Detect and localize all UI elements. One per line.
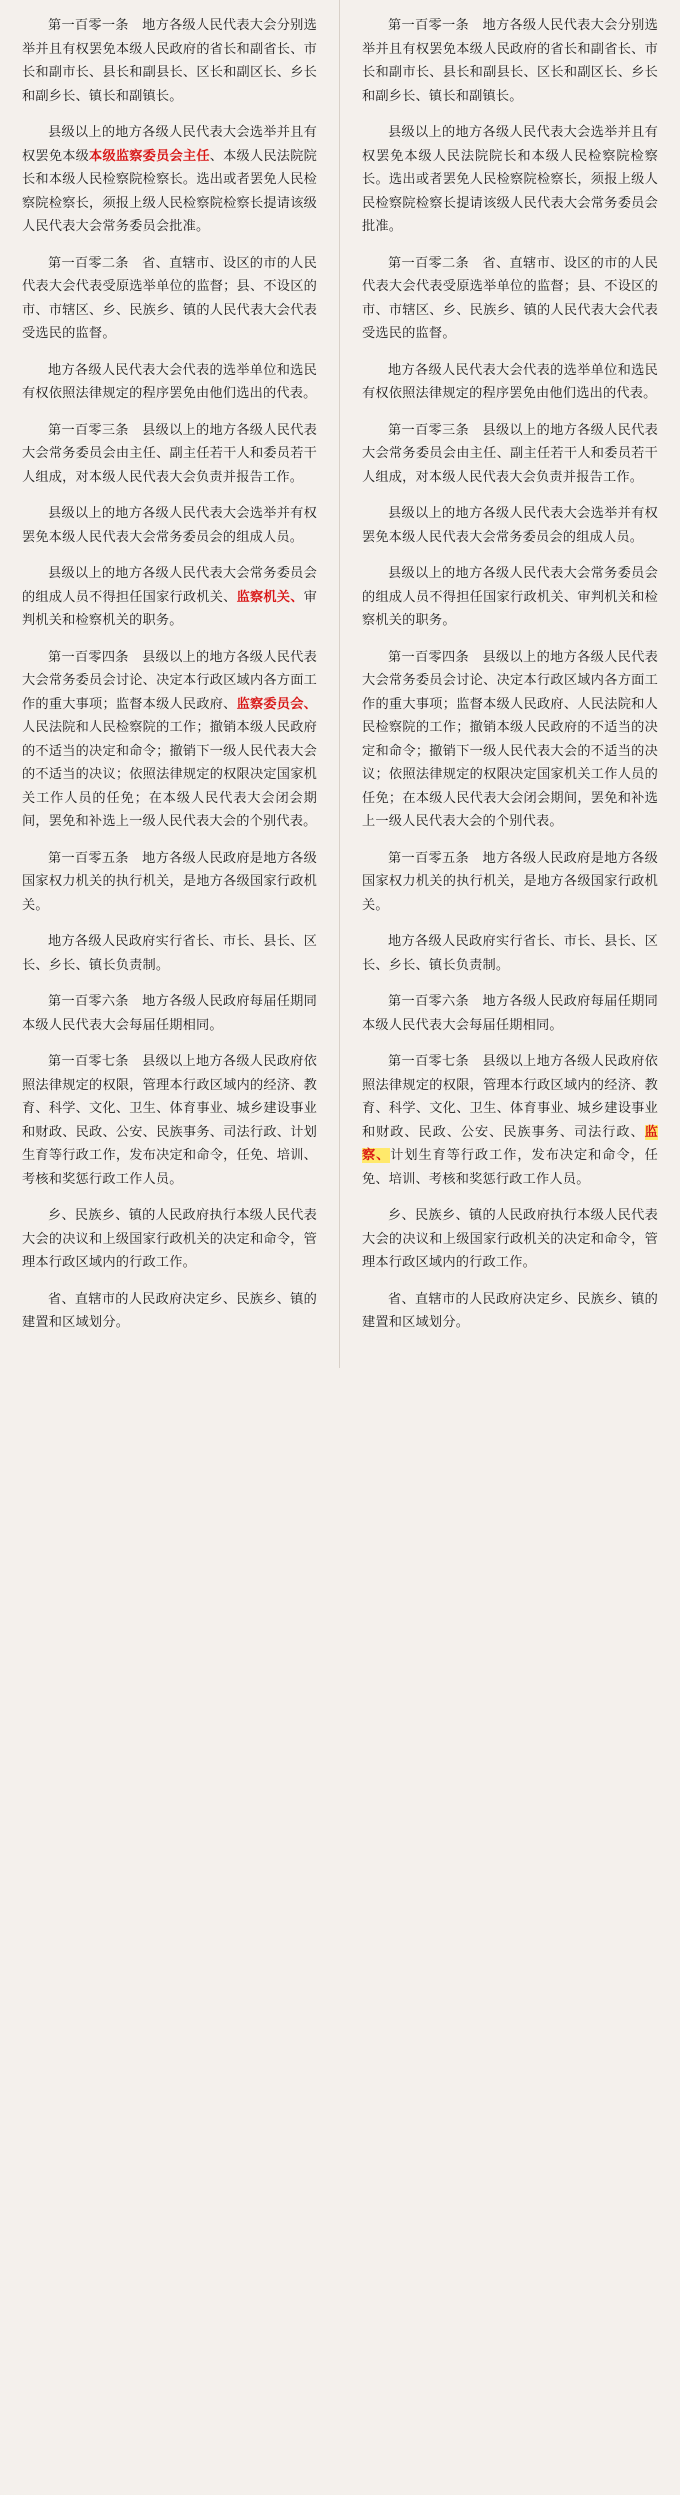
body-text: 第一百零七条 县级以上地方各级人民政府依照法律规定的权限，管理本行政区域内的经济、教育、科学、文化、卫生、体育事业、城乡建设事业和财政、民政、公安、民族事务、司法行政、计划生育等行政工作，发布决定和命令，任免、培训、考核和奖惩行政工作人员。	[22, 1054, 317, 1187]
paragraph	[362, 252, 658, 346]
body-text: 县级以上的地方各级人民代表大会选举并有权罢免本级人民代表大会常务委员会的组成人员。	[22, 506, 317, 545]
paragraph	[22, 359, 317, 406]
body-text: 县级以上的地方各级人民代表大会常务委员会的组成人员不得担任国家行政机关、审判机关和检察机关的职务。	[362, 566, 658, 628]
body-text: 第一百零一条 地方各级人民代表大会分别选举并且有权罢免本级人民政府的省长和副省长、市长和副市长、县长和副县长、区长和副区长、乡长和副乡长、镇长和副镇长。	[362, 18, 658, 104]
paragraph	[362, 930, 658, 977]
left-column	[0, 0, 340, 1368]
body-text: 第一百零四条 县级以上的地方各级人民代表大会常务委员会讨论、决定本行政区域内各方面工作的重大事项；监督本级人民政府、	[22, 649, 317, 712]
highlighted-text: 监察委员会、	[236, 696, 317, 712]
body-text: 省、直辖市的人民政府决定乡、民族乡、镇的建置和区域划分。	[362, 1291, 658, 1330]
body-text: 第一百零四条 县级以上的地方各级人民代表大会常务委员会讨论、决定本行政区域内各方面工作的重大事项；监督本级人民政府、人民法院和人民检察院的工作；撤销本级人民政府的不适当的决定和命令；撤销下一级人民代表大会的不适当的决议；依照法律规定的权限决定国家机关工作人员的任免；在本级人民代表大会闭会期间，罢免和补选上一级人民代表大会的个别代表。	[362, 649, 658, 829]
body-text: 乡、民族乡、镇的人民政府执行本级人民代表大会的决议和上级国家行政机关的决定和命令，管理本行政区域内的行政工作。	[22, 1208, 317, 1270]
paragraph	[22, 646, 317, 834]
body-text: 县级以上的地方各级人民代表大会选举并有权罢免本级人民代表大会常务委员会的组成人员。	[362, 506, 658, 545]
highlighted-text: 本级监察委员会主任	[89, 148, 210, 164]
right-column	[340, 0, 680, 1368]
paragraph	[362, 847, 658, 918]
body-text: 审判机关和检察机关的职务。	[22, 589, 318, 628]
highlighted-text: 监察机关、	[236, 589, 304, 605]
paragraph	[22, 930, 317, 977]
body-text: 第一百零六条 地方各级人民政府每届任期同本级人民代表大会每届任期相同。	[362, 994, 658, 1033]
body-text: 第一百零三条 县级以上的地方各级人民代表大会常务委员会由主任、副主任若干人和委员若干人组成，对本级人民代表大会负责并报告工作。	[362, 422, 658, 485]
body-text: 第一百零五条 地方各级人民政府是地方各级国家权力机关的执行机关，是地方各级国家行政机关。	[22, 850, 317, 913]
body-text: 县级以上的地方各级人民代表大会常务委员会的组成人员不得担任国家行政机关、	[22, 566, 317, 605]
paragraph	[22, 502, 317, 549]
paragraph	[362, 1288, 658, 1335]
body-text: 第一百零三条 县级以上的地方各级人民代表大会常务委员会由主任、副主任若干人和委员若干人组成，对本级人民代表大会负责并报告工作。	[22, 422, 317, 485]
paragraph	[362, 14, 658, 108]
paragraph	[22, 14, 317, 108]
paragraph	[362, 419, 658, 490]
body-text: 省、直辖市的人民政府决定乡、民族乡、镇的建置和区域划分。	[22, 1291, 317, 1330]
body-text: 第一百零二条 省、直辖市、设区的市的人民代表大会代表受原选举单位的监督；县、不设区的市、市辖区、乡、民族乡、镇的人民代表大会代表受选民的监督。	[362, 255, 658, 341]
marked-text: 监察、	[362, 1124, 658, 1163]
paragraph	[362, 1050, 658, 1191]
paragraph	[22, 562, 317, 633]
paragraph	[362, 502, 658, 549]
paragraph	[362, 1204, 658, 1275]
paragraph	[362, 646, 658, 834]
paragraph	[22, 1204, 317, 1275]
body-text: 地方各级人民代表大会代表的选举单位和选民有权依照法律规定的程序罢免由他们选出的代表。	[362, 362, 658, 401]
body-text: 地方各级人民代表大会代表的选举单位和选民有权依照法律规定的程序罢免由他们选出的代表。	[22, 362, 317, 401]
body-text: 人民法院和人民检察院的工作；撤销本级人民政府的不适当的决定和命令；撤销下一级人民代表大会的不适当的决议；依照法律规定的权限决定国家机关工作人员的任免；在本级人民代表大会闭会期间，罢免和补选上一级人民代表大会的个别代表。	[22, 720, 317, 829]
paragraph	[362, 990, 658, 1037]
paragraph	[362, 121, 658, 239]
paragraph	[22, 252, 317, 346]
paragraph	[22, 1050, 317, 1191]
body-text: 第一百零六条 地方各级人民政府每届任期同本级人民代表大会每届任期相同。	[22, 994, 317, 1033]
paragraph	[22, 419, 317, 490]
body-text: 、本级人民法院院长和本级人民检察院检察长。选出或者罢免人民检察院检察长，须报上级人民检察院检察长提请该级人民代表大会常务委员会批准。	[22, 148, 317, 234]
body-text: 第一百零二条 省、直辖市、设区的市的人民代表大会代表受原选举单位的监督；县、不设区的市、市辖区、乡、民族乡、镇的人民代表大会代表受选民的监督。	[22, 255, 317, 341]
body-text: 县级以上的地方各级人民代表大会选举并且有权罢免本级	[22, 125, 317, 164]
paragraph	[362, 562, 658, 633]
paragraph	[22, 990, 317, 1037]
body-text: 县级以上的地方各级人民代表大会选举并且有权罢免本级人民法院院长和本级人民检察院检察长。选出或者罢免人民检察院检察长，须报上级人民检察院检察长提请该级人民代表大会常务委员会批准。	[362, 125, 658, 234]
paragraph	[22, 847, 317, 918]
paragraph	[362, 359, 658, 406]
paragraph	[22, 1288, 317, 1335]
body-text: 地方各级人民政府实行省长、市长、县长、区长、乡长、镇长负责制。	[22, 934, 317, 973]
body-text: 第一百零一条 地方各级人民代表大会分别选举并且有权罢免本级人民政府的省长和副省长、市长和副市长、县长和副县长、区长和副区长、乡长和副乡长、镇长和副镇长。	[22, 18, 317, 104]
body-text: 第一百零七条 县级以上地方各级人民政府依照法律规定的权限，管理本行政区域内的经济、教育、科学、文化、卫生、体育事业、城乡建设事业和财政、民政、公安、民族事务、司法行政、	[362, 1054, 658, 1140]
body-text: 地方各级人民政府实行省长、市长、县长、区长、乡长、镇长负责制。	[362, 934, 658, 973]
paragraph	[22, 121, 317, 239]
body-text: 计划生育等行政工作，发布决定和命令，任免、培训、考核和奖惩行政工作人员。	[362, 1148, 658, 1187]
body-text: 第一百零五条 地方各级人民政府是地方各级国家权力机关的执行机关，是地方各级国家行政机关。	[362, 850, 658, 913]
body-text: 乡、民族乡、镇的人民政府执行本级人民代表大会的决议和上级国家行政机关的决定和命令，管理本行政区域内的行政工作。	[362, 1208, 658, 1270]
